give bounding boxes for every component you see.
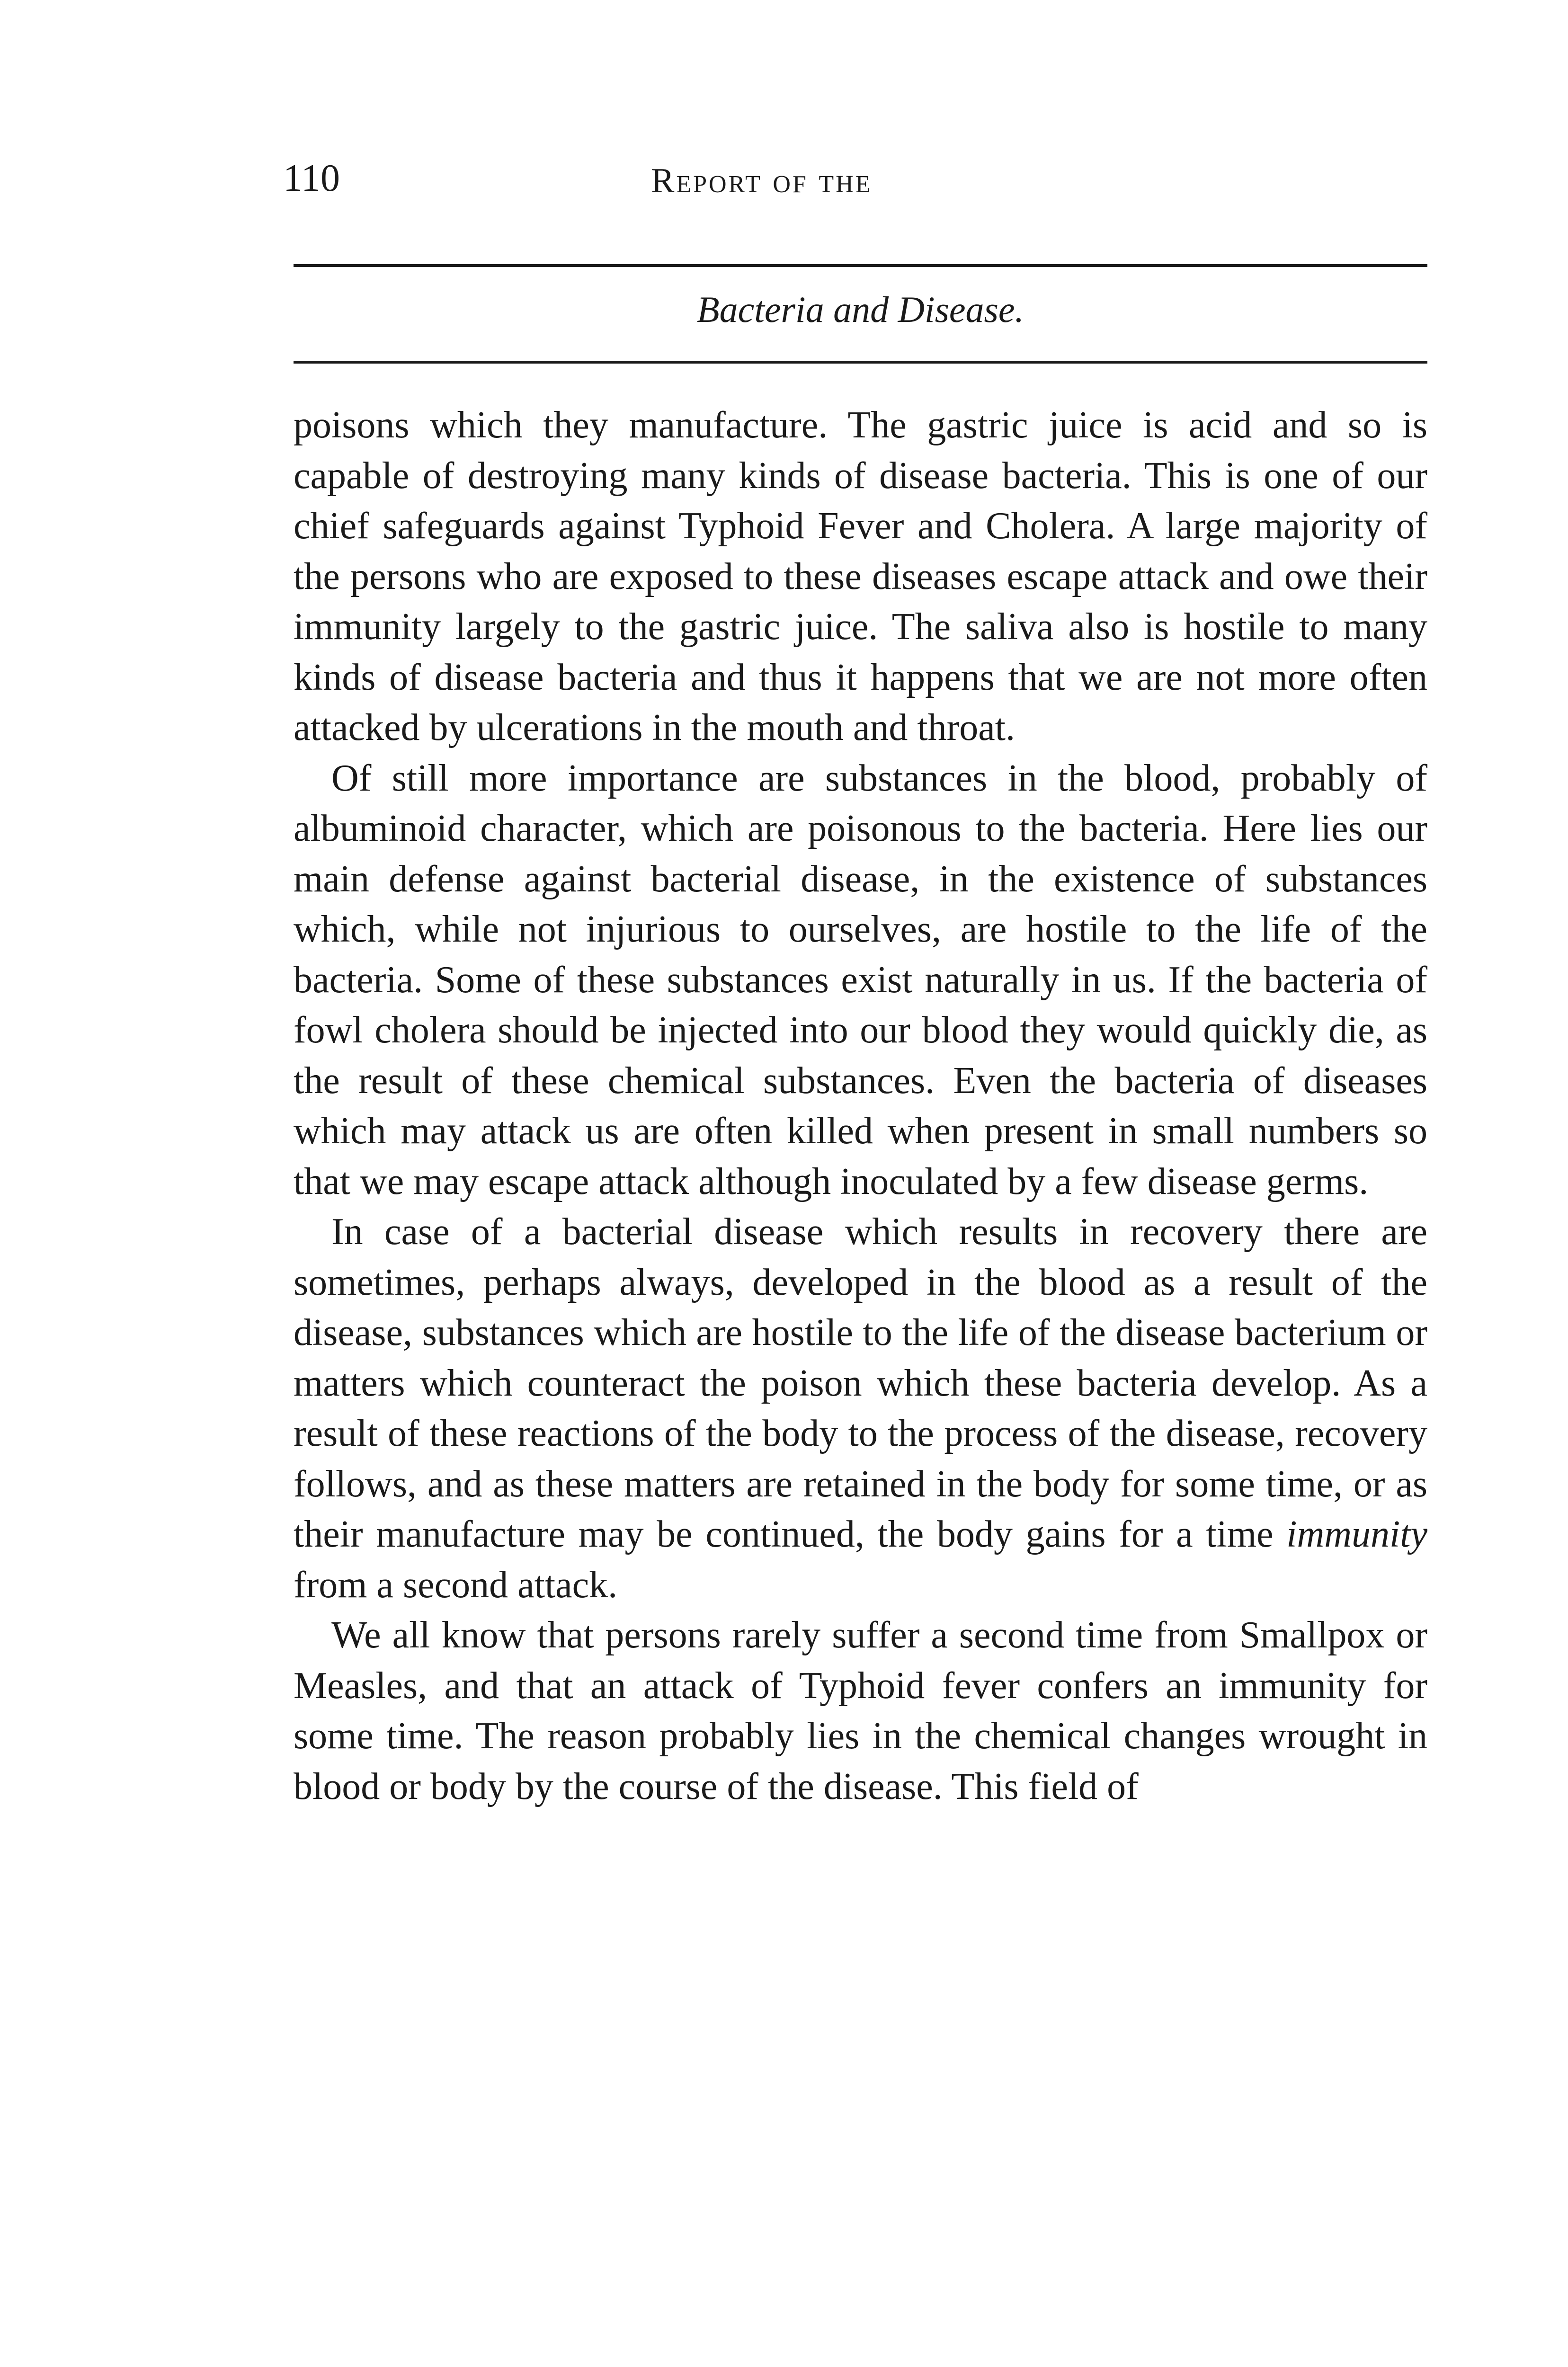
page-number: 110 [283, 156, 340, 199]
emphasis-immunity: immunity [1286, 1513, 1427, 1555]
paragraph-immunity-examples: We all know that persons rarely suffer a second time from Smallpox or Measles, and that an attack of Typhoid fever confers an immunity for some time. The reason probably lies in the chemical changes wrought in blood or body by the course of the disease. This field of [294, 1614, 1427, 1807]
bottom-rule [294, 361, 1427, 364]
paragraph-recovery [294, 1207, 1427, 1610]
top-rule [294, 264, 1427, 267]
body-text [294, 400, 1427, 1812]
paragraph-blood-substances: Of still more importance are substances in the blood, probably of albuminoid character, which are poisonous to the bacteria. Here lies our main defense against bacterial disease, in the existence of substances which, while not injurious to ourselves, are hostile to the life of the bacteria. Some of these substances exist naturally in us. If the bacteria of fowl cholera should be injected into our blood they would quickly die, as the result of these chemical substances. Even the bacteria of diseases which may attack us are often killed when present in small numbers so that we may escape attack although inoculated by a few disease germs. [294, 757, 1427, 1202]
paragraph-recovery-text: In case of a bacterial disease which results in recovery there are sometimes, perhaps always, developed in the blood as a result of the disease, substances which are hostile to the life of the disease bacterium or matters which counteract the poison which these bacteria develop. As a result of these reactions of the body to the process of the disease, recovery follows, and as these matters are retained in the body for some time, or as their manufacture may be continued, the body gains for a time [294, 1211, 1427, 1555]
paragraph-recovery-end: from a second attack. [294, 1564, 618, 1606]
running-head: Report of the [651, 161, 873, 200]
section-title: Bacteria and Disease. [696, 289, 1025, 330]
paragraph-continuation: poisons which they manufacture. The gastric juice is acid and so is capable of destroying many kinds of disease bacteria. This is one of our chief safeguards against Typhoid Fever and Cholera. A large majority of the persons who are exposed to these diseases escape attack and owe their immunity largely to the gastric juice. The saliva also is hostile to many kinds of disease bacteria and thus it happens that we are not more often attacked by ulcerations in the mouth and throat. [294, 404, 1427, 748]
